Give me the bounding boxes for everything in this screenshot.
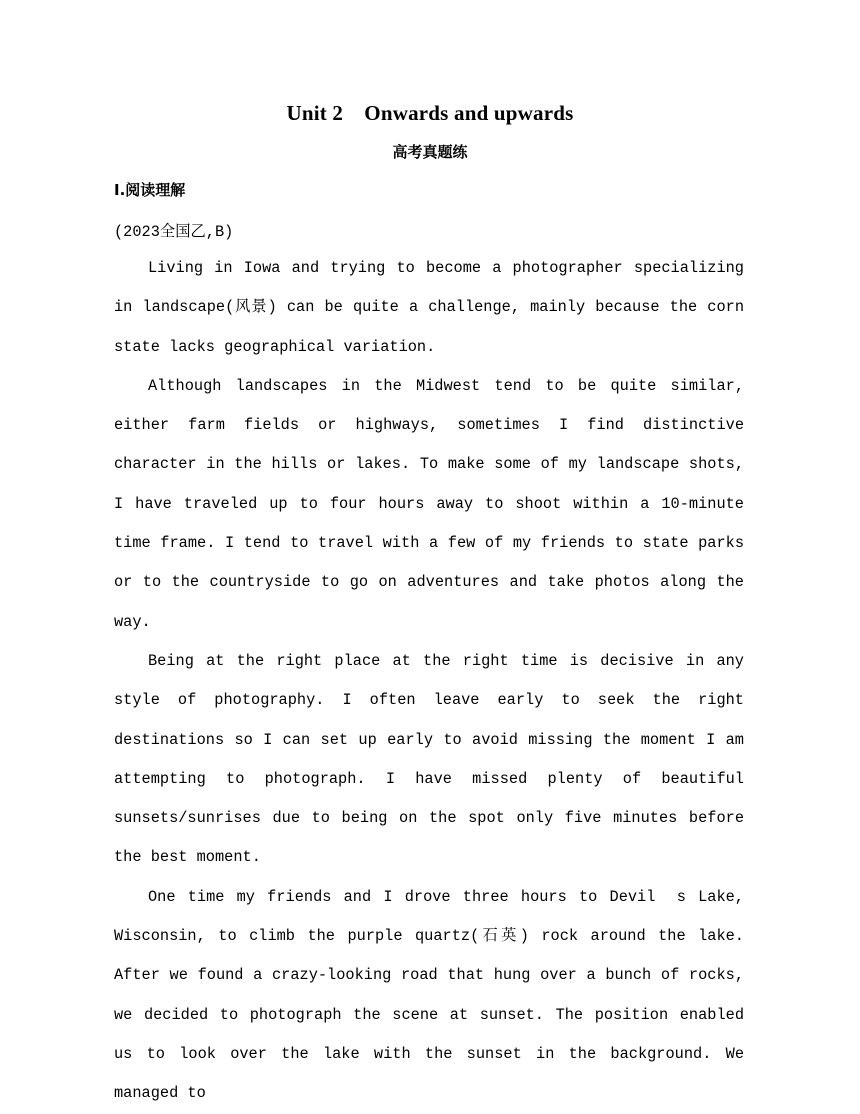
- paragraph-2: Although landscapes in the Midwest tend to be quite similar, either farm fields or highways, sometimes I find distinctive character in the hills or lakes. To make some of my landscape shots, I have traveled up to four hours away to shoot within a 10-minute time frame. I tend to travel with a few of my friends to state parks or to the countryside to go on adventures and take photos along the way.: [114, 376, 744, 631]
- exam-source: (2023全国乙,B): [114, 223, 234, 241]
- reading-comprehension-heading: Ⅰ.阅读理解: [114, 181, 186, 199]
- section-subtitle: 高考真题练: [392, 143, 468, 161]
- passage-body: [114, 249, 744, 1114]
- unit-title: Unit 2 Onwards and upwards: [286, 101, 574, 125]
- paragraph-1: Living in Iowa and trying to become a photographer specializing in landscape(风景) can be quite a challenge, mainly because the corn state lacks geographical variation.: [114, 259, 744, 356]
- paragraph-3: Being at the right place at the right time is decisive in any style of photography. I often leave early to seek the right destinations so I can set up early to avoid missing the moment I am attempting to photograph. I have missed plenty of beautiful sunsets/sunrises due to being on the spot only five minutes before the best moment.: [114, 651, 744, 867]
- paragraph-4: One time my friends and I drove three hours to Devil s Lake, Wisconsin, to climb the purple quartz(石英) rock around the lake. After we found a crazy-looking road that hung over a bunch of rocks, we decided to photograph the scene at sunset. The position enabled us to look over the lake with the sunset in the background. We managed to: [114, 887, 744, 1103]
